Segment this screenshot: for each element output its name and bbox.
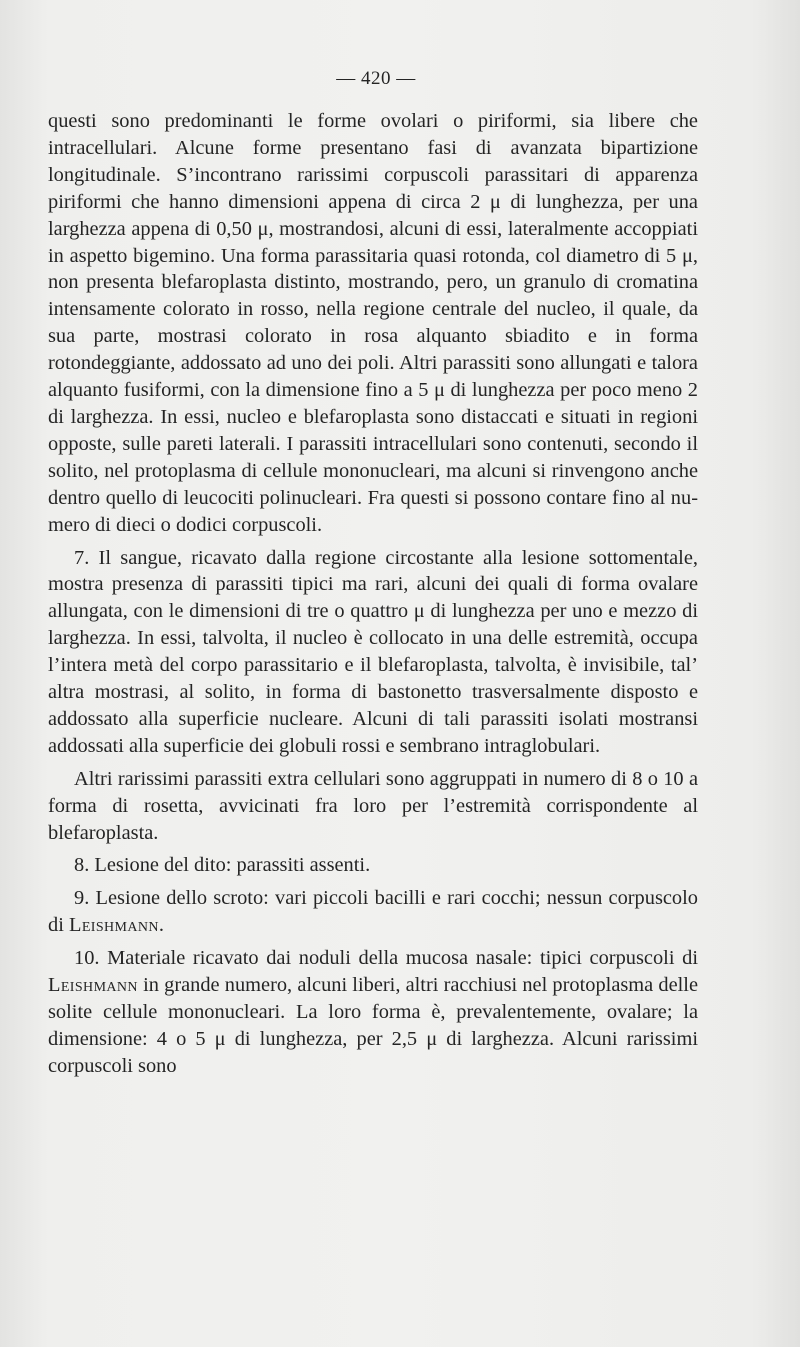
author-name-leishmann: Leishmann <box>68 914 159 937</box>
page-number: — 420 — <box>336 68 416 89</box>
author-name-leishmann: Leishmann <box>48 974 138 997</box>
paragraph-item-9-text: 9. Lesione dello scroto: vari piccoli bacilli e rari cocchi; nessun corpuscolo di <box>48 887 698 937</box>
paragraph-item-10 <box>48 945 698 1080</box>
paragraph-continuation: questi sono predominanti le forme ovolari o piriformi, sia libere che intracellulari. Alcune forme presentano fasi di avanzata bipartizione longitudinale. S’incontrano rarissimi corpuscoli parassitari di apparenza piriformi che hanno dimensioni appena di circa 2 μ di lunghezza, per una larghezza appena di 0,50 μ, mostrandosi, alcuni di essi, lateralmente accoppiati in aspetto bigemino. Una forma parassitaria quasi rotonda, col diametro di 5 μ, non presenta blefaroplasta distinto, mostrando, pero, un granulo di cromatina intensamente colorato in rosso, nella regione centrale del nucleo, il quale, da sua parte, mostrasi colorato in rosa alquanto sbiadito e in forma rotondeggiante, addossato ad uno dei poli. Altri parassiti sono allungati e talora alquanto fusiformi, con la dimensione fino a 5 μ di lunghezza per poco meno 2 di larghezza. In essi, nucleo e blefaroplasta sono distaccati e situati in regioni opposte, sulle pareti laterali. I parassiti intracellulari sono contenuti, secondo il solito, nel protoplasma di cellule mononucleari, ma alcuni si rinvengono anche dentro quello di leucociti polinucleari. Fra questi si possono contare fino al numero di dieci o dodici corpuscoli. <box>48 110 698 536</box>
paragraph-item-9 <box>48 885 698 939</box>
paragraph-item-10-text: 10. Materiale ricavato dai noduli della mucosa nasale: tipici corpuscoli di <box>74 947 698 970</box>
paragraph-item-10-rest: in grande numero, alcuni liberi, altri racchiusi nel protoplasma delle solite cellule mononucleari. La loro forma è, prevalentemente, ovalare; la dimensione: 4 o 5 μ di lunghezza, per 2,5 μ di larghezza. Alcuni rarissimi corpuscoli sono <box>48 974 698 1077</box>
paragraph-item-8: 8. Lesione del dito: parassiti assenti. <box>74 854 371 877</box>
paragraph-item-7-continued: Altri rarissimi parassiti extra cellulari sono aggruppati in numero di 8 o 10 a forma di rosetta, avvicinati fra loro per l’estremità corrispondente al blefaroplasta. <box>48 767 698 844</box>
body-text <box>48 108 698 1080</box>
paragraph-item-9-end: . <box>158 914 165 937</box>
paragraph-item-7: 7. Il sangue, ricavato dalla regione circostante alla lesione sottomentale, mostra presenza di parassiti tipici ma rari, alcuni dei quali di forma ovalare allungata, con le dimensioni di tre o quattro μ di lunghezza per uno e mezzo di larghezza. In essi, talvolta, il nucleo è collocato in una delle estremità, occupa l’intera metà del corpo parassitario e il blefaroplasta, talvolta, è invisibile, tal’ altra mostrasi, al solito, in forma di bastonetto trasversalmente disposto e addossato alla superficie nucleare. Alcuni di tali parassiti isolati mostransi addossati alla superficie dei globuli rossi e sembrano intraglobulari. <box>48 546 698 757</box>
